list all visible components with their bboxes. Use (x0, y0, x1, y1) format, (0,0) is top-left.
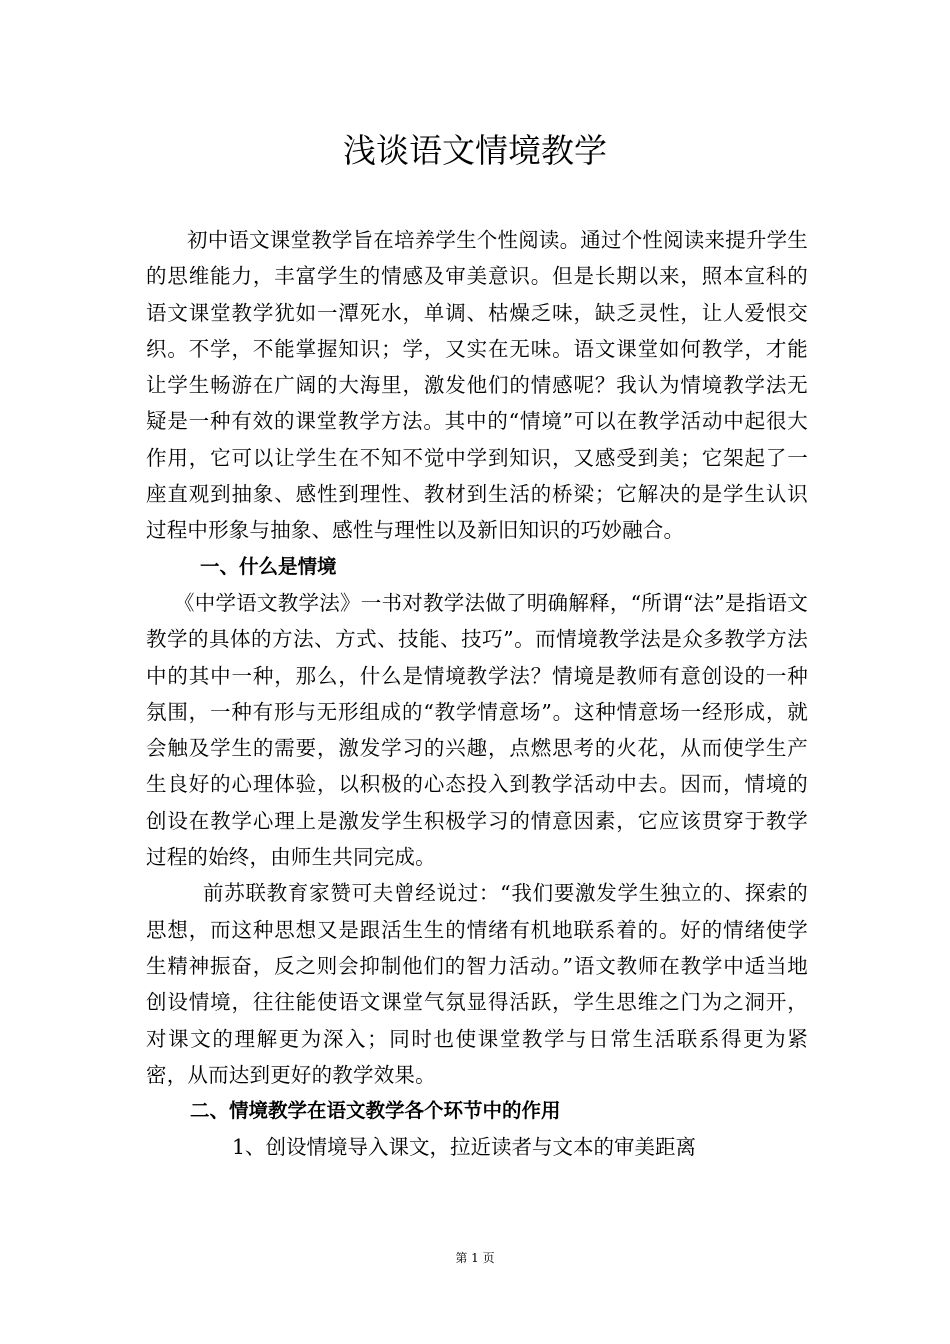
section-heading-1: 一、什么是情境 (200, 554, 337, 578)
document-title: 浅谈语文情境教学 (343, 131, 607, 170)
page-number: 第 1 页 (455, 1251, 495, 1265)
intro-paragraph: 初中语文课堂教学旨在培养学生个性阅读。通过个性阅读来提升学生的思维能力，丰富学生的情感及审美意识。但是长期以来，照本宣科的语文课堂教学犹如一潭死水，单调、枯燥乏味，缺乏灵性，让人爱恨交织。不学，不能掌握知识；学，又实在无味。语文课堂如何教学，才能让学生畅游在广阔的大海里，激发他们的情感呢？我认为情境教学法无疑是一种有效的课堂教学方法。其中的“情境”可以在教学活动中起很大作用，它可以让学生在不知不觉中学到知识，又感受到美；它架起了一座直观到抽象、感性到理性、教材到生活的桥梁；它解决的是学生认识过程中形象与抽象、感性与理性以及新旧知识的巧妙融合。 (146, 228, 808, 543)
section-1-paragraph-1: 《中学语文教学法》一书对教学法做了明确解释，“所谓“法”是指语文教学的具体的方法、方式、技能、技巧”。而情境教学法是众多教学方法中的其中一种，那么，什么是情境教学法？情境是教师有意创设的一种氛围，一种有形与无形组成的“教学情意场”。这种情意场一经形成，就会触及学生的需要，激发学习的兴趣，点燃思考的火花，从而使学生产生良好的心理体验，以积极的心态投入到教学活动中去。因而，情境的创设在教学心理上是激发学生积极学习的情意因素，它应该贯穿于教学过程的始终，由师生共同完成。 (146, 590, 808, 870)
section-1-paragraph-2: 前苏联教育家赞可夫曾经说过：“我们要激发学生独立的、探索的思想，而这种思想又是跟活生生的情绪有机地联系着的。好的情绪使学生精神振奋，反之则会抑制他们的智力活动。”语文教师在教学中适当地创设情境，往往能使语文课堂气氛显得活跃，学生思维之门为之洞开，对课文的理解更为深入；同时也使课堂教学与日常生活联系得更为紧密，从而达到更好的教学效果。 (146, 881, 808, 1087)
document-body (146, 222, 808, 1166)
section-heading-2: 二、情境教学在语文教学各个环节中的作用 (190, 1099, 561, 1123)
subsection-heading-1: 1、创设情境导入课文，拉近读者与文本的审美距离 (232, 1135, 697, 1160)
